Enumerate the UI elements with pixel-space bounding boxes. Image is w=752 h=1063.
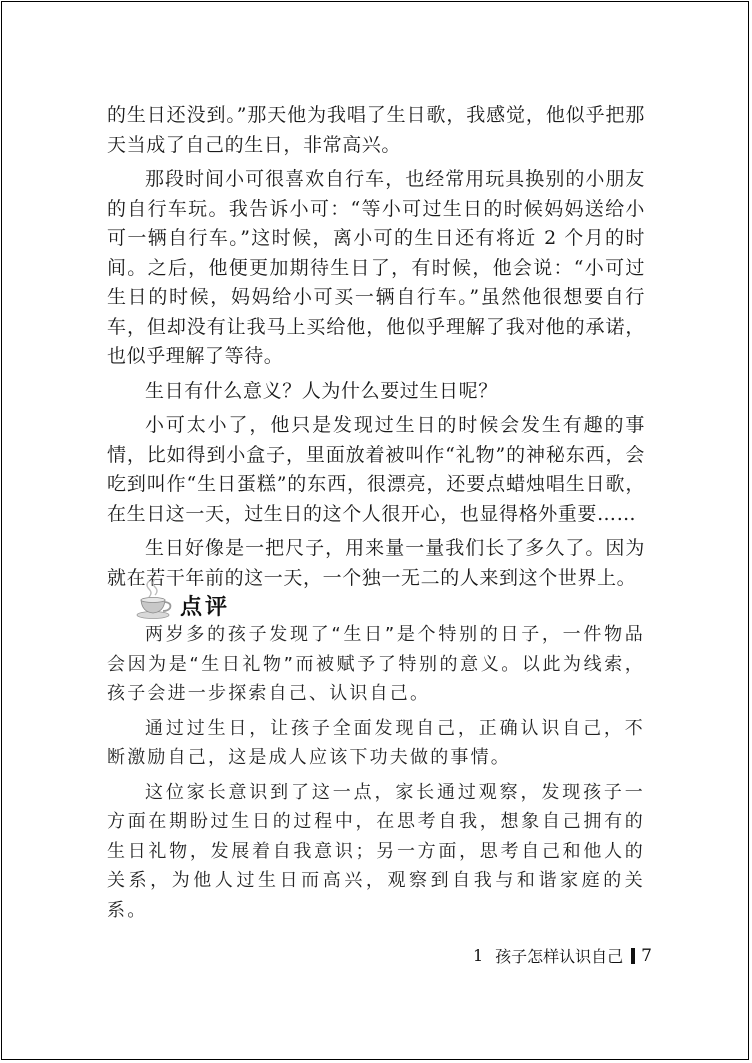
page-footer bbox=[473, 944, 652, 967]
tea-cup-icon bbox=[135, 578, 175, 620]
body-text bbox=[107, 101, 645, 593]
paragraph: 小可太小了，他只是发现过生日的时候会发生有趣的事情，比如得到小盒子，里面放着被叫作“礼物”的神秘东西，会吃到叫作“生日蛋糕”的东西，很漂亮，还要点蜡烛唱生日歌，在生日这一天，过生日的这个人很开心，也显得格外重要…… bbox=[107, 414, 645, 525]
comment-title: 点评 bbox=[180, 595, 231, 620]
comment-text bbox=[107, 620, 645, 925]
paragraph: 的生日还没到。”那天他为我唱了生日歌，我感觉，他似乎把那天当成了自己的生日，非常高兴。 bbox=[107, 104, 645, 156]
comment-paragraph: 这位家长意识到了这一点，家长通过观察，发现孩子一方面在期盼过生日的过程中，在思考自我，想象自己拥有的生日礼物，发展着自我意识；另一方面，思考自己和他人的关系，为他人过生日而高兴，观察到自我与和谐家庭的关系。 bbox=[107, 781, 645, 921]
paragraph: 那段时间小可很喜欢自行车，也经常用玩具换别的小朋友的自行车玩。我告诉小可：“等小可过生日的时候妈妈送给小可一辆自行车。”这时候，离小可的生日还有将近 2 个月的时间。之后，他便更加期待生日了，有时候，他会说：“小可过生日的时候，妈妈给小可买一辆自行车。”虽然他很想要自行车，但却没有让我马上买给他，他似乎理解了我对他的承诺，也似乎理解了等待。 bbox=[107, 168, 645, 367]
comment-heading bbox=[135, 578, 335, 620]
page-number: 7 bbox=[641, 945, 652, 966]
footer-divider bbox=[631, 948, 635, 964]
chapter-number: 1 bbox=[472, 946, 484, 965]
comment-paragraph: 通过过生日，让孩子全面发现自己，正确认识自己，不断激励自己，这是成人应该下功夫做的事情。 bbox=[107, 717, 645, 768]
chapter-title: 孩子怎样认识自己 bbox=[495, 947, 624, 966]
paragraph: 生日好像是一把尺子，用来量一量我们长了多久了。因为就在若干年前的这一天，一个独一无二的人来到这个世界上。 bbox=[107, 537, 645, 589]
comment-paragraph: 两岁多的孩子发现了“生日”是个特别的日子，一件物品会因为是“生日礼物”而被赋予了特别的意义。以此为线索，孩子会进一步探索自己、认识自己。 bbox=[107, 624, 645, 704]
paragraph: 生日有什么意义？人为什么要过生日呢？ bbox=[145, 379, 498, 402]
